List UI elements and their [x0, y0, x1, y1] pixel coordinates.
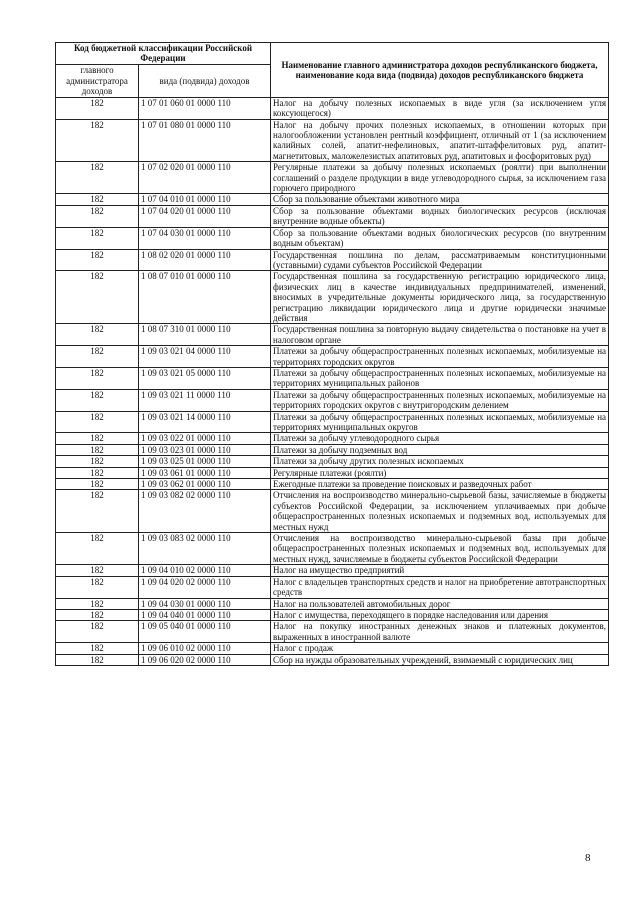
administrator-code-cell: 182: [56, 249, 139, 271]
table-row: [56, 249, 609, 271]
income-code-cell: 1 09 03 021 11 0000 110: [139, 389, 271, 411]
administrator-code-cell: 182: [56, 389, 139, 411]
administrator-code-cell: 182: [56, 609, 139, 620]
income-code-cell: 1 07 04 020 01 0000 110: [139, 205, 271, 227]
table-row: [56, 621, 609, 643]
administrator-code-cell: 182: [56, 444, 139, 455]
table-row: [56, 467, 609, 478]
administrator-code-cell: 182: [56, 367, 139, 389]
income-name-cell: Налог на добычу полезных ископаемых в виде угля (за исключением угля коксующегося): [271, 97, 609, 119]
income-code-cell: 1 09 04 020 02 0000 110: [139, 576, 271, 598]
income-name-cell: Платежи за добычу общераспространенных полезных ископаемых, мобилизуемые на территориях городских округов: [271, 346, 609, 368]
table-row: [56, 654, 609, 665]
table-row: [56, 576, 609, 598]
income-code-cell: 1 07 04 030 01 0000 110: [139, 227, 271, 249]
income-name-cell: Сбор за пользование объектами животного мира: [271, 194, 609, 205]
income-name-cell: Государственная пошлина за государственную регистрацию юридического лица, физических лиц в качестве индивидуальных предпринимателей, изменений, вносимых в учредительные документы юридического лица, за государственную регистрацию ликвидации юридического лица и другие юридически значимые действия: [271, 271, 609, 324]
header-budget-code-group: Код бюджетной классификации Российской Федерации: [56, 43, 271, 65]
income-code-cell: 1 09 03 061 01 0000 110: [139, 467, 271, 478]
administrator-code-cell: 182: [56, 411, 139, 433]
page-number: 8: [585, 852, 591, 864]
administrator-code-cell: 182: [56, 643, 139, 654]
table-row: [56, 598, 609, 609]
income-name-cell: Отчисления на воспроизводство минерально-сырьевой базы при добыче общераспространенных полезных ископаемых и подземных вод, используемых для местных нужд, зачисляемые в бюджеты субъектов Российской Федерации: [271, 533, 609, 565]
header-income-type: вида (подвида) доходов: [139, 64, 271, 97]
income-code-cell: 1 09 03 023 01 0000 110: [139, 444, 271, 455]
income-code-cell: 1 09 06 020 02 0000 110: [139, 654, 271, 665]
table-row: [56, 389, 609, 411]
income-code-cell: 1 08 07 010 01 0000 110: [139, 271, 271, 324]
income-code-cell: 1 07 04 010 01 0000 110: [139, 194, 271, 205]
administrator-code-cell: 182: [56, 227, 139, 249]
budget-classification-table: [55, 42, 609, 666]
administrator-code-cell: 182: [56, 433, 139, 444]
income-code-cell: 1 09 03 021 04 0000 110: [139, 346, 271, 368]
income-name-cell: Сбор за пользование объектами водных биологических ресурсов (по внутренним водным объектам): [271, 227, 609, 249]
income-name-cell: Налог с продаж: [271, 643, 609, 654]
header-main-administrator: главного администратора доходов: [56, 64, 139, 97]
income-name-cell: Платежи за добычу общераспространенных полезных ископаемых, мобилизуемые на территориях муниципальных округов: [271, 411, 609, 433]
administrator-code-cell: 182: [56, 598, 139, 609]
income-name-cell: Сбор за пользование объектами водных биологических ресурсов (исключая внутренние водные объекты): [271, 205, 609, 227]
table-row: [56, 367, 609, 389]
table-row: [56, 643, 609, 654]
income-name-cell: Налог на покупку иностранных денежных знаков и платежных документов, выраженных в иностранной валюте: [271, 621, 609, 643]
income-name-cell: Регулярные платежи за добычу полезных ископаемых (роялти) при выполнении соглашений о разделе продукции в виде углеводородного сырья, за исключением газа горючего природного: [271, 162, 609, 194]
income-code-cell: 1 09 03 021 14 0000 110: [139, 411, 271, 433]
income-name-cell: Отчисления на воспроизводство минерально-сырьевой базы, зачисляемые в бюджеты субъектов Российской Федерации, за исключением уплачиваемых при добыче общераспространенных полезных ископаемых и подземных вод, используемых для местных нужд: [271, 490, 609, 533]
income-code-cell: 1 09 03 021 05 0000 110: [139, 367, 271, 389]
administrator-code-cell: 182: [56, 97, 139, 119]
administrator-code-cell: 182: [56, 654, 139, 665]
income-name-cell: Регулярные платежи (роялти): [271, 467, 609, 478]
administrator-code-cell: 182: [56, 490, 139, 533]
table-row: [56, 324, 609, 346]
income-name-cell: Налог с имущества, переходящего в порядке наследования или дарения: [271, 609, 609, 620]
income-name-cell: Платежи за добычу углеводородного сырья: [271, 433, 609, 444]
income-name-cell: Платежи за добычу подземных вод: [271, 444, 609, 455]
administrator-code-cell: 182: [56, 456, 139, 467]
income-code-cell: 1 07 01 080 01 0000 110: [139, 119, 271, 162]
income-name-cell: Налог на добычу прочих полезных ископаемых, в отношении которых при налогообложении установлен рентный коэффициент, отличный от 1 (за исключением калийных солей, апатит-нефелиновых, апатит-штаффелитовых руд, апатит-магнетитовых, маложелезистых апатитовых руд, апатитовых и фосфоритовых руд): [271, 119, 609, 162]
administrator-code-cell: 182: [56, 467, 139, 478]
administrator-code-cell: 182: [56, 479, 139, 490]
administrator-code-cell: 182: [56, 119, 139, 162]
income-code-cell: 1 09 05 040 01 0000 110: [139, 621, 271, 643]
income-code-cell: 1 09 03 062 01 0000 110: [139, 479, 271, 490]
administrator-code-cell: 182: [56, 576, 139, 598]
administrator-code-cell: 182: [56, 194, 139, 205]
table-row: [56, 194, 609, 205]
income-code-cell: 1 09 03 082 02 0000 110: [139, 490, 271, 533]
income-name-cell: Налог на пользователей автомобильных дорог: [271, 598, 609, 609]
table-row: [56, 444, 609, 455]
income-name-cell: Налог на имущество предприятий: [271, 565, 609, 576]
income-name-cell: Ежегодные платежи за проведение поисковых и разведочных работ: [271, 479, 609, 490]
income-code-cell: 1 09 04 040 01 0000 110: [139, 609, 271, 620]
header-administrator-name: Наименование главного администратора доходов республиканского бюджета, наименование кода вида (подвида) доходов республиканского бюджета: [271, 43, 609, 98]
table-row: [56, 456, 609, 467]
table-row: [56, 227, 609, 249]
income-name-cell: Платежи за добычу других полезных ископаемых: [271, 456, 609, 467]
administrator-code-cell: 182: [56, 205, 139, 227]
table-row: [56, 479, 609, 490]
table-body: [56, 97, 609, 665]
income-name-cell: Платежи за добычу общераспространенных полезных ископаемых, мобилизуемые на территориях муниципальных районов: [271, 367, 609, 389]
administrator-code-cell: 182: [56, 162, 139, 194]
income-code-cell: 1 08 02 020 01 0000 110: [139, 249, 271, 271]
table-row: [56, 205, 609, 227]
income-name-cell: Сбор на нужды образовательных учреждений, взимаемый с юридических лиц: [271, 654, 609, 665]
table-header-row: [56, 43, 609, 65]
income-code-cell: 1 07 01 060 01 0000 110: [139, 97, 271, 119]
administrator-code-cell: 182: [56, 346, 139, 368]
table-row: [56, 411, 609, 433]
administrator-code-cell: 182: [56, 271, 139, 324]
income-code-cell: 1 09 04 030 01 0000 110: [139, 598, 271, 609]
income-name-cell: Платежи за добычу общераспространенных полезных ископаемых, мобилизуемые на территориях городских округов с внутригородским делением: [271, 389, 609, 411]
income-code-cell: 1 09 03 083 02 0000 110: [139, 533, 271, 565]
table-row: [56, 490, 609, 533]
table-row: [56, 433, 609, 444]
income-code-cell: 1 09 04 010 02 0000 110: [139, 565, 271, 576]
income-code-cell: 1 08 07 310 01 0000 110: [139, 324, 271, 346]
administrator-code-cell: 182: [56, 621, 139, 643]
income-name-cell: Государственная пошлина по делам, рассматриваемым конституционными (уставными) судами субъектов Российской Федерации: [271, 249, 609, 271]
income-code-cell: 1 07 02 020 01 0000 110: [139, 162, 271, 194]
income-name-cell: Налог с владельцев транспортных средств и налог на приобретение автотранспортных средств: [271, 576, 609, 598]
income-name-cell: Государственная пошлина за повторную выдачу свидетельства о постановке на учет в налоговом органе: [271, 324, 609, 346]
table-row: [56, 533, 609, 565]
table-row: [56, 119, 609, 162]
table-row: [56, 609, 609, 620]
table-row: [56, 346, 609, 368]
table-row: [56, 97, 609, 119]
income-code-cell: 1 09 03 025 01 0000 110: [139, 456, 271, 467]
administrator-code-cell: 182: [56, 324, 139, 346]
administrator-code-cell: 182: [56, 533, 139, 565]
table-row: [56, 162, 609, 194]
income-code-cell: 1 09 06 010 02 0000 110: [139, 643, 271, 654]
administrator-code-cell: 182: [56, 565, 139, 576]
table-row: [56, 271, 609, 324]
table-row: [56, 565, 609, 576]
income-code-cell: 1 09 03 022 01 0000 110: [139, 433, 271, 444]
